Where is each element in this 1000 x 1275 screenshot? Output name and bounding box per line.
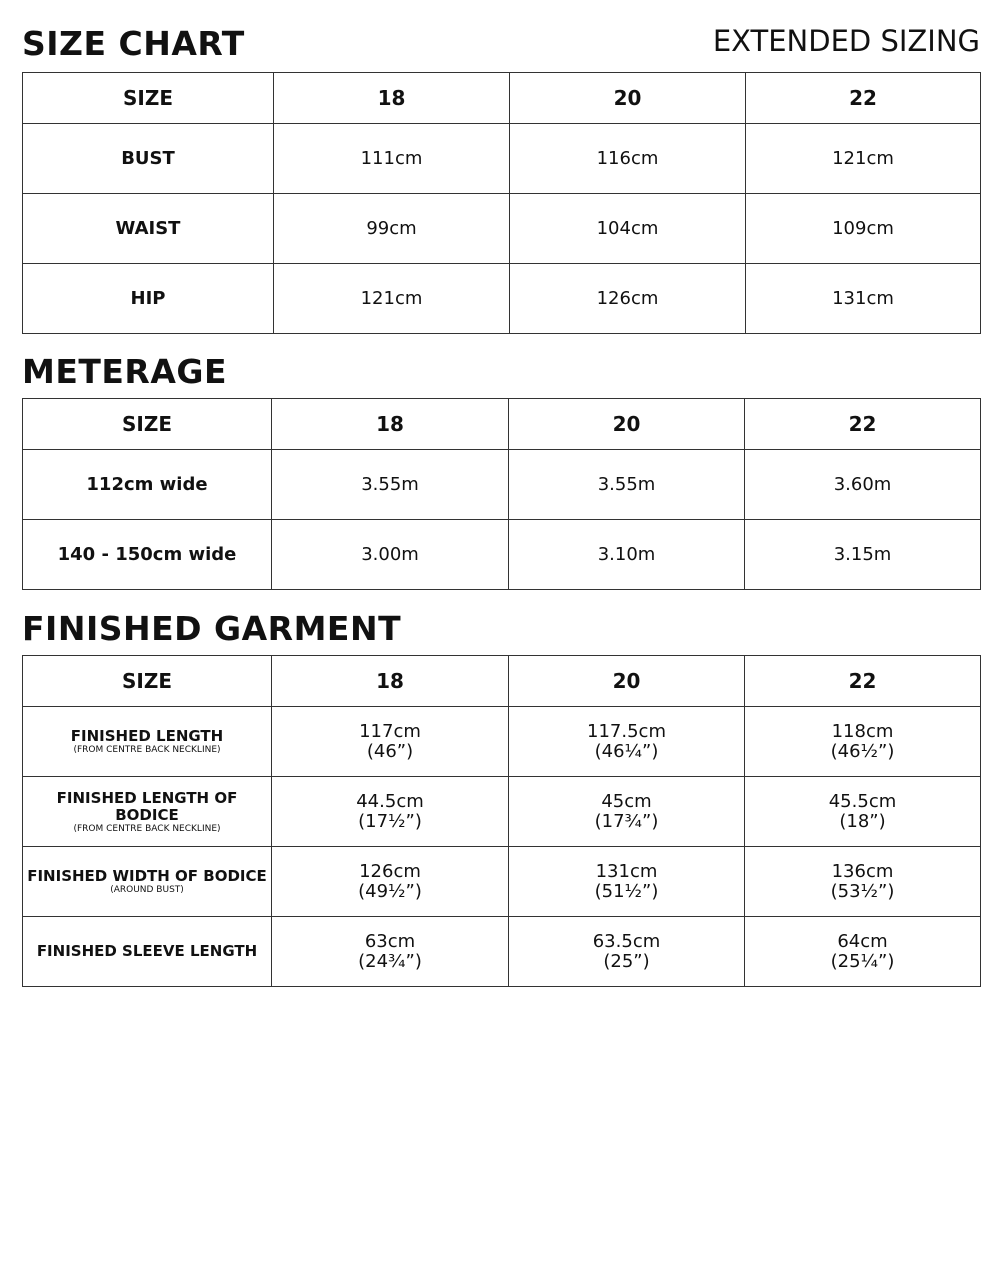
size-chart-page [22, 0, 980, 987]
value-cell: 99cm [274, 194, 510, 264]
header-cell: SIZE [23, 656, 272, 707]
header-cell: SIZE [23, 73, 274, 124]
table-row [23, 520, 981, 590]
meterage-title: METERAGE [22, 352, 228, 391]
metric-value: 117.5cm [587, 720, 666, 742]
row-label [23, 777, 272, 847]
header-cell: 22 [746, 73, 981, 124]
value-cell: 3.55m [509, 450, 745, 520]
size-chart-table [22, 72, 981, 334]
row-label: BUST [23, 124, 274, 194]
table-row [23, 847, 981, 917]
table-row [23, 194, 981, 264]
row-label [23, 917, 272, 987]
value-cell [745, 707, 981, 777]
metric-value: 63cm [364, 930, 416, 952]
size-chart-header [22, 0, 980, 72]
row-label: HIP [23, 264, 274, 334]
value-cell [272, 847, 509, 917]
value-cell: 104cm [510, 194, 746, 264]
finished-garment-title: FINISHED GARMENT [22, 609, 402, 648]
value-cell: 116cm [510, 124, 746, 194]
table-header-row [23, 73, 981, 124]
row-label-main: FINISHED LENGTH [70, 727, 224, 745]
value-cell: 3.55m [272, 450, 509, 520]
metric-value: 118cm [831, 720, 894, 742]
imperial-value: (51½”) [594, 880, 659, 902]
imperial-value: (17½”) [358, 810, 422, 832]
metric-value: 64cm [837, 930, 888, 952]
imperial-value: (18”) [839, 810, 886, 832]
header-cell: 20 [510, 73, 746, 124]
header-cell: 18 [274, 73, 510, 124]
table-row [23, 124, 981, 194]
metric-value: 44.5cm [356, 790, 424, 812]
row-label [23, 847, 272, 917]
imperial-value: (53½”) [830, 880, 895, 902]
row-label: WAIST [23, 194, 274, 264]
value-cell: 131cm [746, 264, 981, 334]
row-label-note: (FROM CENTRE BACK NECKLINE) [73, 823, 221, 834]
metric-value: 63.5cm [592, 930, 661, 952]
header-cell: 20 [509, 656, 745, 707]
metric-value: 45.5cm [828, 790, 897, 812]
row-label-note: (AROUND BUST) [110, 885, 184, 895]
value-cell [272, 917, 509, 987]
table-row [23, 777, 981, 847]
size-chart-title: SIZE CHART [22, 24, 245, 63]
header-cell: 22 [745, 399, 981, 450]
value-cell [509, 847, 745, 917]
header-cell: 22 [745, 656, 981, 707]
table-header-row [23, 399, 981, 450]
row-label-note: (FROM CENTRE BACK NECKLINE) [73, 745, 221, 755]
value-cell: 3.15m [745, 520, 981, 590]
table-row [23, 450, 981, 520]
value-cell: 109cm [746, 194, 981, 264]
imperial-value: (46”) [366, 740, 414, 762]
meterage-table [22, 398, 981, 590]
table-row [23, 707, 981, 777]
table-header-row [23, 656, 981, 707]
table-row [23, 264, 981, 334]
finished-garment-header [22, 590, 980, 655]
header-cell: SIZE [23, 399, 272, 450]
metric-value: 45cm [601, 790, 652, 812]
value-cell [509, 707, 745, 777]
row-label [23, 707, 272, 777]
value-cell [509, 777, 745, 847]
row-label: 140 - 150cm wide [23, 520, 272, 590]
value-cell: 126cm [510, 264, 746, 334]
value-cell: 111cm [274, 124, 510, 194]
row-label-main: FINISHED SLEEVE LENGTH [36, 942, 258, 960]
metric-value: 117cm [359, 720, 421, 742]
imperial-value: (24¾”) [358, 950, 422, 972]
value-cell [272, 777, 509, 847]
row-label-main: FINISHED LENGTH OF BODICE [56, 788, 238, 824]
header-cell: 18 [272, 656, 509, 707]
header-cell: 18 [272, 399, 509, 450]
row-label: 112cm wide [23, 450, 272, 520]
value-cell [745, 777, 981, 847]
row-label-main: FINISHED WIDTH OF BODICE [27, 867, 267, 885]
value-cell: 3.00m [272, 520, 509, 590]
imperial-value: (46½”) [830, 740, 895, 762]
value-cell [745, 917, 981, 987]
imperial-value: (46¼”) [594, 740, 659, 762]
metric-value: 136cm [831, 860, 894, 882]
header-cell: 20 [509, 399, 745, 450]
value-cell: 3.10m [509, 520, 745, 590]
value-cell [509, 917, 745, 987]
value-cell: 121cm [274, 264, 510, 334]
imperial-value: (49½”) [358, 880, 422, 902]
metric-value: 131cm [595, 860, 658, 882]
finished-garment-table [22, 655, 981, 987]
value-cell: 121cm [746, 124, 981, 194]
imperial-value: (25¼”) [830, 950, 895, 972]
value-cell [272, 707, 509, 777]
meterage-header [22, 334, 980, 398]
value-cell: 3.60m [745, 450, 981, 520]
metric-value: 126cm [359, 860, 421, 882]
imperial-value: (17¾”) [594, 810, 659, 832]
value-cell [745, 847, 981, 917]
imperial-value: (25”) [603, 950, 650, 972]
extended-sizing-label: EXTENDED SIZING [712, 24, 980, 58]
table-row [23, 917, 981, 987]
